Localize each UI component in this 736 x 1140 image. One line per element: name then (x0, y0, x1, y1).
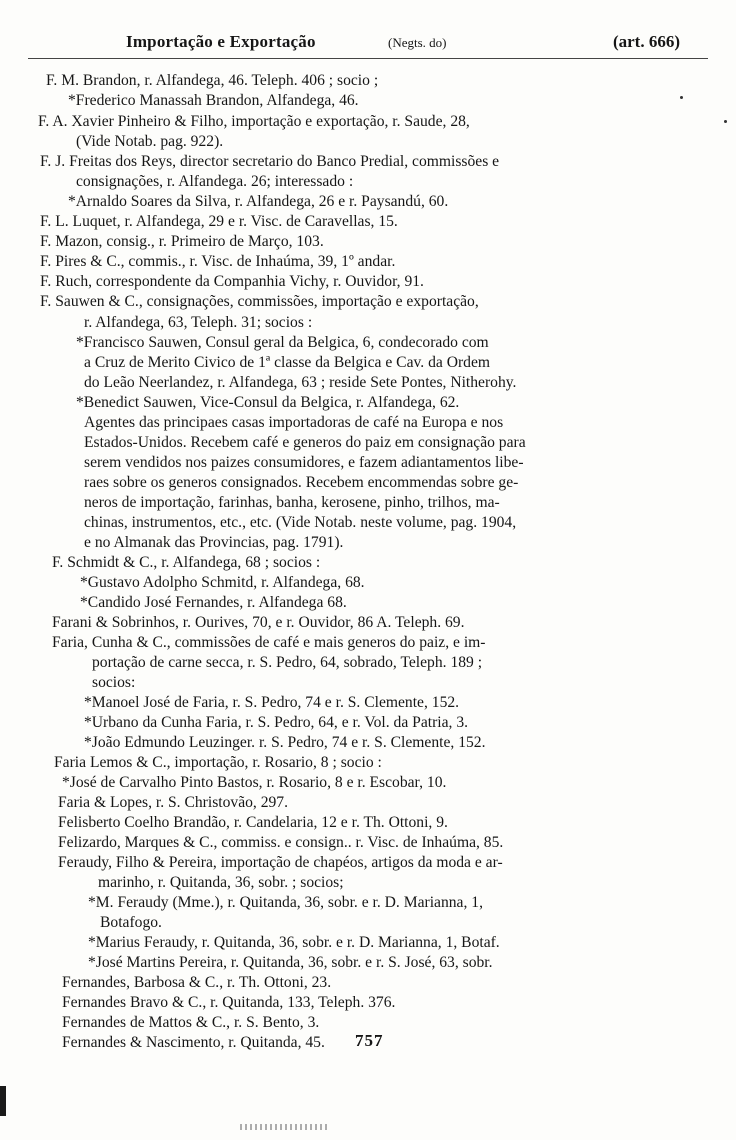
listing-line: Fernandes & Nascimento, r. Quitanda, 45. (62, 1034, 325, 1051)
directory-listing (0, 70, 736, 1070)
listing-line: F. Mazon, consig., r. Primeiro de Março, 103. (40, 233, 324, 250)
header-title: Importação e Exportação (126, 32, 316, 51)
listing-line: do Leão Neerlandez, r. Alfandega, 63 ; reside Sete Pontes, Nitherohy. (84, 374, 517, 391)
listing-line: Faria Lemos & C., importação, r. Rosario, 8 ; socio : (54, 754, 382, 771)
listing-line: *Frederico Manassah Brandon, Alfandega, 46. (68, 92, 359, 109)
header-article: (art. 666) (612, 32, 680, 51)
listing-line: Fernandes de Mattos & C., r. S. Bento, 3. (62, 1014, 320, 1031)
running-header (40, 28, 700, 52)
listing-line: consignações, r. Alfandega. 26; interessado : (76, 173, 354, 190)
listing-line: neros de importação, farinhas, banha, kerosene, pinho, trilhos, ma- (84, 494, 500, 511)
listing-line: Fernandes Bravo & C., r. Quitanda, 133, Teleph. 376. (62, 994, 396, 1011)
listing-line: *João Edmundo Leuzinger. r. S. Pedro, 74 e r. S. Clemente, 152. (84, 734, 486, 751)
listing-line: Faria, Cunha & C., commissões de café e mais generos do paiz, e im- (52, 634, 486, 651)
listing-line: Fernandes, Barbosa & C., r. Th. Ottoni, 23. (62, 974, 332, 991)
listing-line: Faria & Lopes, r. S. Christovão, 297. (58, 794, 288, 811)
listing-line: *José Martins Pereira, r. Quitanda, 36, sobr. e r. S. José, 63, sobr. (88, 954, 493, 971)
listing-line: *Arnaldo Soares da Silva, r. Alfandega, 26 e r. Paysandú, 60. (68, 193, 449, 210)
scan-speck (680, 96, 683, 99)
listing-line: Feraudy, Filho & Pereira, importação de chapéos, artigos da moda e ar- (58, 854, 503, 871)
listing-line: *M. Feraudy (Mme.), r. Quitanda, 36, sobr. e r. D. Marianna, 1, (88, 894, 483, 911)
listing-line: serem vendidos nos paizes consumidores, e fazem adiantamentos libe- (84, 454, 524, 471)
listing-line: (Vide Notab. pag. 922). (76, 133, 224, 150)
listing-line: *Candido José Fernandes, r. Alfandega 68. (80, 594, 347, 611)
listing-line: *Marius Feraudy, r. Quitanda, 36, sobr. e r. D. Marianna, 1, Botaf. (88, 934, 500, 951)
header-subtitle: (Negts. do) (388, 35, 447, 50)
listing-line: a Cruz de Merito Civico de 1ª classe da Belgica e Cav. da Ordem (84, 354, 490, 371)
listing-line: Farani & Sobrinhos, r. Ourives, 70, e r. Ouvidor, 86 A. Teleph. 69. (52, 614, 465, 631)
listing-line: r. Alfandega, 63, Teleph. 31; socios : (84, 314, 313, 331)
listing-line: F. A. Xavier Pinheiro & Filho, importação e exportação, r. Saude, 28, (38, 113, 470, 130)
listing-line: Felizardo, Marques & C., commiss. e consign.. r. Visc. de Inhaúma, 85. (58, 834, 504, 851)
listing-line: *Benedict Sauwen, Vice-Consul da Belgica, r. Alfandega, 62. (76, 394, 460, 411)
listing-line: F. Sauwen & C., consignações, commissões, importação e exportação, (40, 293, 479, 310)
listing-line: *Urbano da Cunha Faria, r. S. Pedro, 64, e r. Vol. da Patria, 3. (84, 714, 469, 731)
scan-noise (240, 1124, 330, 1130)
listing-line: raes sobre os generos consignados. Recebem encommendas sobre ge- (84, 474, 519, 491)
listing-line: F. Ruch, correspondente da Companhia Vichy, r. Ouvidor, 91. (40, 273, 424, 290)
listing-line: F. L. Luquet, r. Alfandega, 29 e r. Visc. de Caravellas, 15. (40, 213, 398, 230)
listing-line: *Manoel José de Faria, r. S. Pedro, 74 e r. S. Clemente, 152. (84, 694, 460, 711)
scan-speck (724, 120, 727, 123)
listing-line: Estados-Unidos. Recebem café e generos do paiz em consignação para (84, 434, 526, 451)
listing-line: Felisberto Coelho Brandão, r. Candelaria, 12 e r. Th. Ottoni, 9. (58, 814, 448, 831)
listing-line: socios: (92, 674, 136, 691)
header-rule (28, 58, 708, 59)
listing-line: chinas, instrumentos, etc., etc. (Vide Notab. neste volume, pag. 1904, (84, 514, 517, 531)
listing-line: Botafogo. (100, 914, 162, 931)
listing-line: marinho, r. Quitanda, 36, sobr. ; socios; (98, 874, 344, 891)
listing-line: *Francisco Sauwen, Consul geral da Belgica, 6, condecorado com (76, 334, 489, 351)
page-number: 757 (355, 1031, 384, 1050)
listing-line: *Gustavo Adolpho Schmitd, r. Alfandega, 68. (80, 574, 365, 591)
listing-line: *José de Carvalho Pinto Bastos, r. Rosario, 8 e r. Escobar, 10. (62, 774, 447, 791)
listing-line: F. Pires & C., commis., r. Visc. de Inhaúma, 39, 1º andar. (40, 253, 396, 270)
listing-line: F. M. Brandon, r. Alfandega, 46. Teleph. 406 ; socio ; (46, 72, 379, 89)
listing-line: e no Almanak das Provincias, pag. 1791). (84, 534, 344, 551)
listing-line: F. J. Freitas dos Reys, director secretario do Banco Predial, commissões e (40, 153, 500, 170)
listing-line: Agentes das principaes casas importadoras de café na Europa e nos (84, 414, 504, 431)
scan-edge-mark (0, 1086, 6, 1116)
listing-line: F. Schmidt & C., r. Alfandega, 68 ; socios : (52, 554, 321, 571)
listing-line: portação de carne secca, r. S. Pedro, 64, sobrado, Teleph. 189 ; (92, 654, 483, 671)
